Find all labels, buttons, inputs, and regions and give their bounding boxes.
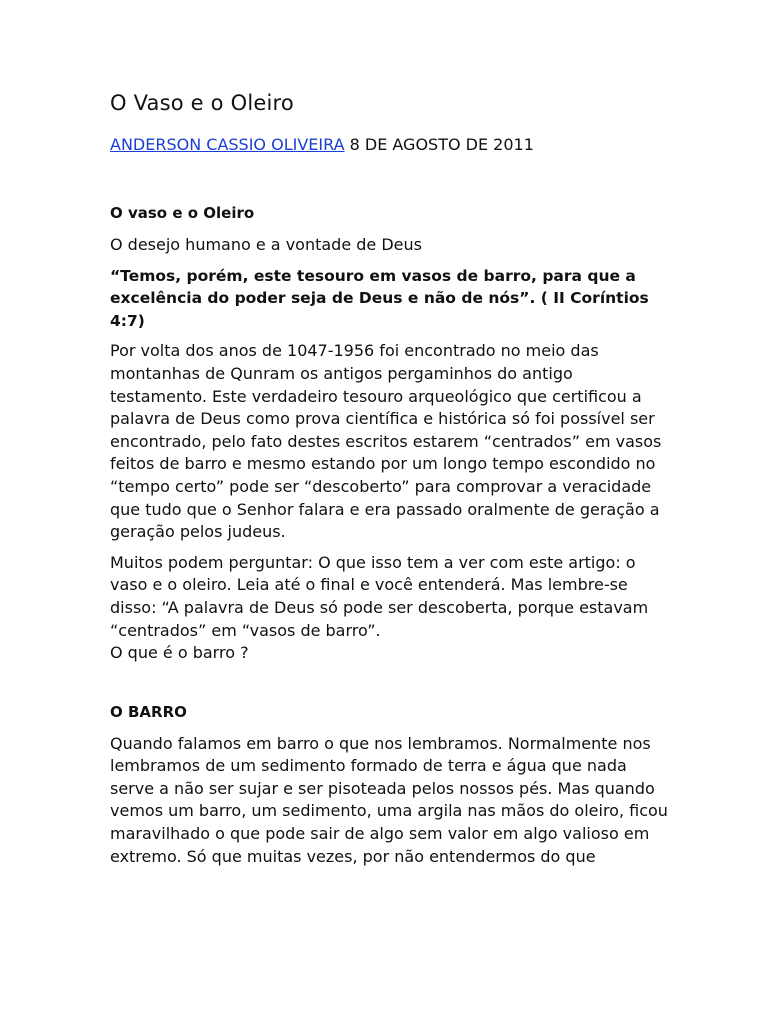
byline (110, 134, 668, 156)
bible-quote: “Temos, porém, este tesouro em vasos de barro, para que a excelência do poder seja de Deus e não de nós”. ( II Coríntios 4:7) (110, 266, 649, 330)
section-heading-barro: O BARRO (110, 702, 187, 721)
lead-paragraph: O desejo humano e a vontade de Deus (110, 235, 422, 254)
question-line: O que é o barro ? (110, 643, 249, 663)
article-subtitle: O vaso e o Oleiro (110, 204, 255, 222)
article-title: O Vaso e o Oleiro (110, 91, 294, 115)
paragraph-2: Muitos podem perguntar: O que isso tem a ver com este artigo: o vaso e o oleiro. Leia até o final e você entenderá. Mas lembre-se disso: “A palavra de Deus só pode ser descoberta, porque estavam “centrados” em “vasos de barro”. (110, 552, 649, 640)
publish-date: 8 DE AGOSTO DE 2011 (349, 135, 534, 154)
author-link[interactable]: ANDERSON CASSIO OLIVEIRA (110, 135, 345, 154)
paragraph-1: Por volta dos anos de 1047-1956 foi encontrado no meio das montanhas de Qunram os antigos pergaminhos do antigo testamento. Este verdadeiro tesouro arqueológico que certificou a palavra de Deus como prova científica e histórica só foi possível ser encontrado, pelo fato destes escritos estarem “centrados” em vasos feitos de barro e mesmo estando por um longo tempo escondido no “tempo certo” pode ser “descoberto” para comprovar a veracidade que tudo que o Senhor falara e era passado oralmente de geração a geração pelos judeus. (110, 341, 662, 542)
paragraph-3: Quando falamos em barro o que nos lembramos. Normalmente nos lembramos de um sedimento formado de terra e água que nada serve a não ser sujar e ser pisoteada pelos nossos pés. Mas quando vemos um barro, um sedimento, uma argila nas mãos do oleiro, ficou maravilhado o que pode sair de algo sem valor em algo valioso em extremo. Só que muitas vezes, por não entendermos do que (110, 733, 668, 866)
